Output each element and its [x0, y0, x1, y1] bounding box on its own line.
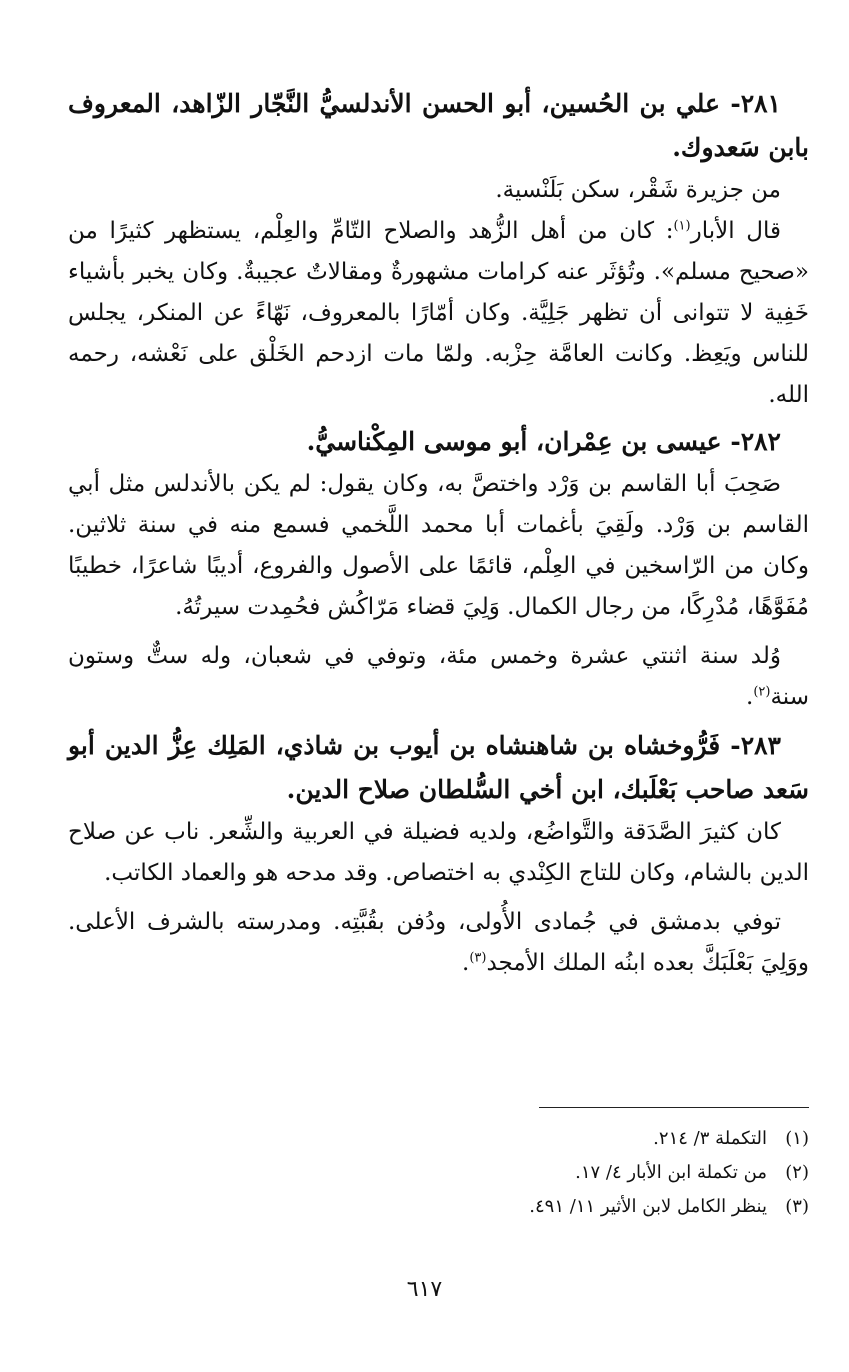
footnote-number: (٢) [785, 1162, 809, 1183]
entry-283 [68, 724, 809, 984]
page-number: ٦١٧ [406, 1277, 443, 1302]
entry-title: علي بن الحُسين، أبو الحسن الأندلسيُّ النَّجّار الزّاهد، المعروف بابن سَعدوك. [68, 89, 809, 162]
entry-title: فَرُّوخشاه بن شاهنشاه بن أيوب بن شاذي، المَلِك عِزُّ الدين أبو سَعد صاحب بَعْلَبك، ابن أخي السُّلطان صلاح الدين. [68, 731, 809, 804]
footnote [68, 1122, 809, 1156]
entry-paragraph: من جزيرة شَقْر، سكن بَلَنْسية. [495, 177, 781, 203]
footnote-ref: (٣) [469, 950, 487, 966]
entry-paragraph: كان كثيرَ الصَّدَقة والتَّواضُع، ولديه فضيلة في العربية والشِّعر. ناب عن صلاح الدين بالشام، وكان للتاج الكِنْدي به اختصاص. وقد مدحه هو والعماد الكاتب. [68, 819, 809, 886]
entry-number: ٢٨٢ [740, 427, 781, 456]
entry-281 [68, 82, 809, 416]
entry-title: عيسى بن عِمْران، أبو موسى المِكْناسيُّ. [306, 427, 722, 456]
footnote [68, 1156, 809, 1190]
entry-paragraph: وُلد سنة اثنتي عشرة وخمس مئة، وتوفي في شعبان، وله ستٌّ وستون سنة$^{(٢)}$. [68, 643, 809, 710]
footnote-ref: (١) [673, 218, 691, 234]
entry-282 [68, 420, 809, 718]
entry-paragraph: توفي بدمشق في جُمادى الأُولى، ودُفن بقُبَّتِه. ومدرسته بالشرف الأعلى. ووَلِيَ بَعْلَبَكَّ بعده ابنُه الملك الأمجد$^{(٣)}$. [68, 909, 809, 976]
entry-paragraph: صَحِبَ أبا القاسم بن وَرْد واختصَّ به، وكان يقول: لم يكن بالأندلس مثل أبي القاسم بن وَرْد. ولَقِيَ بأغمات أبا محمد اللَّخمي فسمع منه في سنة ثلاثين. وكان من الرّاسخين في العِلْم، قائمًا على الأصول والفروع، أديبًا شاعرًا، خطيبًا مُفَوَّهًا، مُدْرِكًا، من رجال الكمال. وَلِيَ قضاء مَرّاكُش فحُمِدت سيرتُهُ. [68, 471, 809, 620]
footnotes [68, 1122, 809, 1224]
entry-heading: ٢٨٣- فَرُّوخشاه بن شاهنشاه بن أيوب بن شاذي، المَلِك عِزُّ الدين أبو سَعد صاحب بَعْلَبك، ابن أخي السُّلطان صلاح الدين. [68, 731, 809, 804]
entry-paragraph: قال الأبار$^{(١)}$: كان من أهل الزُّهد والصلاح التّامِّ والعِلْم، يستظهر كثيرًا من «صحيح مسلم». وتُؤثَر عنه كرامات مشهورةٌ ومقالاتٌ عجيبةٌ. وكان يخبر بأشياء خَفِية لا تتوانى أن تظهر جَلِيَّة. وكان أمّارًا بالمعروف، نَهّاءً عن المنكر، يجلس للناس ويَعِظ. وكانت العامَّة حِزْبه. ولمّا مات ازدحم الخَلْق على نَعْشه، رحمه الله. [68, 218, 809, 408]
footnote-ref: (٢) [753, 684, 771, 700]
footnote-text: التكملة ٣/ ٢١٤. [653, 1128, 767, 1149]
footnote [68, 1190, 809, 1224]
entry-number: ٢٨٣ [740, 731, 781, 760]
entry-heading: ٢٨١- علي بن الحُسين، أبو الحسن الأندلسيُّ النَّجّار الزّاهد، المعروف بابن سَعدوك. [68, 89, 809, 162]
footnote-number: (٣) [785, 1196, 809, 1217]
footnote-number: (١) [785, 1128, 809, 1149]
footnote-text: ينظر الكامل لابن الأثير ١١/ ٤٩١. [529, 1196, 767, 1217]
entry-number: ٢٨١ [740, 89, 781, 118]
footnote-divider [539, 1107, 809, 1108]
footnote-text: من تكملة ابن الأبار ٤/ ١٧. [575, 1162, 767, 1183]
entry-heading: ٢٨٢- عيسى بن عِمْران، أبو موسى المِكْناسيُّ. [306, 427, 781, 456]
